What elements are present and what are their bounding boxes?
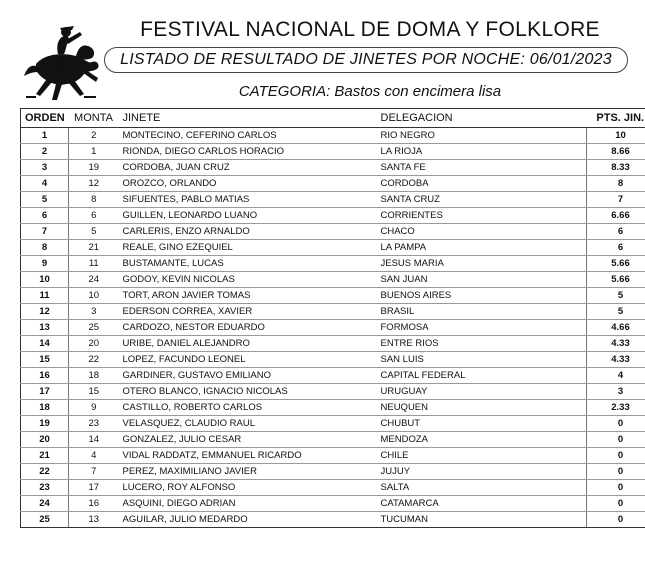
cell-jinete: REALE, GINO EZEQUIEL	[119, 240, 377, 256]
cell-jinete: BUSTAMANTE, LUCAS	[119, 256, 377, 272]
cell-spacer	[559, 272, 587, 288]
cell-pts: 6	[587, 224, 645, 240]
cell-pts: 4.66	[587, 320, 645, 336]
cell-monta: 22	[69, 352, 119, 368]
table-row	[21, 480, 645, 496]
cell-monta: 20	[69, 336, 119, 352]
cell-monta: 21	[69, 240, 119, 256]
table-body	[21, 128, 645, 528]
cell-pts: 3	[587, 384, 645, 400]
table-row	[21, 400, 645, 416]
cell-pts: 8.66	[587, 144, 645, 160]
cell-monta: 13	[69, 512, 119, 528]
cell-jinete: GONZALEZ, JULIO CESAR	[119, 432, 377, 448]
cell-pts: 6	[587, 240, 645, 256]
cell-orden: 5	[21, 192, 69, 208]
cell-spacer	[559, 240, 587, 256]
cell-jinete: OTERO BLANCO, IGNACIO NICOLAS	[119, 384, 377, 400]
cell-orden: 15	[21, 352, 69, 368]
cell-delegacion: JESUS MARIA	[377, 256, 559, 272]
cell-orden: 11	[21, 288, 69, 304]
cell-monta: 9	[69, 400, 119, 416]
cell-spacer	[559, 192, 587, 208]
table-row	[21, 448, 645, 464]
cell-spacer	[559, 176, 587, 192]
column-header-spacer	[559, 109, 587, 128]
cell-jinete: TORT, ARON JAVIER TOMAS	[119, 288, 377, 304]
cell-jinete: GODOY, KEVIN NICOLAS	[119, 272, 377, 288]
cell-pts: 0	[587, 512, 645, 528]
cell-spacer	[559, 336, 587, 352]
cell-spacer	[559, 288, 587, 304]
cell-orden: 16	[21, 368, 69, 384]
cell-jinete: GARDINER, GUSTAVO EMILIANO	[119, 368, 377, 384]
cell-monta: 14	[69, 432, 119, 448]
cell-orden: 21	[21, 448, 69, 464]
cell-monta: 18	[69, 368, 119, 384]
cell-pts: 0	[587, 480, 645, 496]
cell-delegacion: BUENOS AIRES	[377, 288, 559, 304]
cell-spacer	[559, 208, 587, 224]
cell-jinete: CARDOZO, NESTOR EDUARDO	[119, 320, 377, 336]
cell-jinete: CASTILLO, ROBERTO CARLOS	[119, 400, 377, 416]
cell-jinete: RIONDA, DIEGO CARLOS HORACIO	[119, 144, 377, 160]
cell-spacer	[559, 496, 587, 512]
cell-delegacion: SALTA	[377, 480, 559, 496]
table-row	[21, 336, 645, 352]
cell-orden: 9	[21, 256, 69, 272]
cell-delegacion: SANTA CRUZ	[377, 192, 559, 208]
cell-monta: 6	[69, 208, 119, 224]
cell-delegacion: LA PAMPA	[377, 240, 559, 256]
cell-jinete: PEREZ, MAXIMILIANO JAVIER	[119, 464, 377, 480]
table-row	[21, 176, 645, 192]
column-header-delegacion: DELEGACION	[377, 109, 559, 128]
cell-spacer	[559, 512, 587, 528]
cell-delegacion: CHILE	[377, 448, 559, 464]
cell-monta: 23	[69, 416, 119, 432]
cell-orden: 24	[21, 496, 69, 512]
cell-jinete: LUCERO, ROY ALFONSO	[119, 480, 377, 496]
table-row	[21, 288, 645, 304]
cell-orden: 6	[21, 208, 69, 224]
cell-monta: 5	[69, 224, 119, 240]
table-row	[21, 256, 645, 272]
cell-spacer	[559, 432, 587, 448]
table-row	[21, 144, 645, 160]
table-row	[21, 384, 645, 400]
table-row	[21, 416, 645, 432]
column-header-pts: PTS. JIN.	[587, 109, 645, 128]
cell-orden: 25	[21, 512, 69, 528]
cell-jinete: AGUILAR, JULIO MEDARDO	[119, 512, 377, 528]
table-header	[21, 109, 645, 128]
cell-spacer	[559, 304, 587, 320]
column-header-orden: ORDEN	[21, 109, 69, 128]
results-table-wrapper	[20, 108, 645, 528]
cell-spacer	[559, 448, 587, 464]
cell-pts: 0	[587, 432, 645, 448]
subtitle-banner	[104, 47, 628, 73]
cell-delegacion: CATAMARCA	[377, 496, 559, 512]
table-row	[21, 304, 645, 320]
rider-on-bucking-horse-icon	[22, 24, 108, 102]
table-row	[21, 464, 645, 480]
cell-monta: 3	[69, 304, 119, 320]
cell-spacer	[559, 144, 587, 160]
cell-delegacion: SAN LUIS	[377, 352, 559, 368]
cell-orden: 12	[21, 304, 69, 320]
cell-delegacion: CHACO	[377, 224, 559, 240]
cell-pts: 5	[587, 304, 645, 320]
cell-orden: 8	[21, 240, 69, 256]
cell-jinete: URIBE, DANIEL ALEJANDRO	[119, 336, 377, 352]
cell-monta: 15	[69, 384, 119, 400]
table-row	[21, 512, 645, 528]
cell-orden: 20	[21, 432, 69, 448]
table-row	[21, 432, 645, 448]
cell-spacer	[559, 320, 587, 336]
table-row	[21, 496, 645, 512]
table-row	[21, 208, 645, 224]
cell-delegacion: BRASIL	[377, 304, 559, 320]
cell-pts: 4.33	[587, 336, 645, 352]
cell-delegacion: SANTA FE	[377, 160, 559, 176]
cell-pts: 8.33	[587, 160, 645, 176]
cell-orden: 13	[21, 320, 69, 336]
cell-delegacion: JUJUY	[377, 464, 559, 480]
cell-orden: 17	[21, 384, 69, 400]
cell-delegacion: SAN JUAN	[377, 272, 559, 288]
cell-orden: 22	[21, 464, 69, 480]
cell-jinete: EDERSON CORREA, XAVIER	[119, 304, 377, 320]
cell-spacer	[559, 368, 587, 384]
cell-orden: 7	[21, 224, 69, 240]
cell-pts: 6.66	[587, 208, 645, 224]
cell-jinete: LOPEZ, FACUNDO LEONEL	[119, 352, 377, 368]
cell-orden: 1	[21, 128, 69, 144]
subtitle: LISTADO DE RESULTADO DE JINETES POR NOCHE: 06/01/2023	[120, 51, 612, 68]
cell-monta: 2	[69, 128, 119, 144]
cell-monta: 12	[69, 176, 119, 192]
cell-monta: 24	[69, 272, 119, 288]
table-row	[21, 160, 645, 176]
cell-delegacion: RIO NEGRO	[377, 128, 559, 144]
cell-monta: 4	[69, 448, 119, 464]
cell-jinete: VELASQUEZ, CLAUDIO RAUL	[119, 416, 377, 432]
cell-orden: 2	[21, 144, 69, 160]
cell-jinete: CARLERIS, ENZO ARNALDO	[119, 224, 377, 240]
cell-monta: 7	[69, 464, 119, 480]
cell-spacer	[559, 224, 587, 240]
cell-pts: 0	[587, 416, 645, 432]
cell-monta: 25	[69, 320, 119, 336]
cell-delegacion: CORDOBA	[377, 176, 559, 192]
cell-pts: 0	[587, 464, 645, 480]
cell-delegacion: MENDOZA	[377, 432, 559, 448]
cell-delegacion: NEUQUEN	[377, 400, 559, 416]
cell-delegacion: URUGUAY	[377, 384, 559, 400]
table-row	[21, 128, 645, 144]
page-title: FESTIVAL NACIONAL DE DOMA Y FOLKLORE	[140, 18, 600, 41]
cell-orden: 14	[21, 336, 69, 352]
cell-jinete: MONTECINO, CEFERINO CARLOS	[119, 128, 377, 144]
cell-jinete: OROZCO, ORLANDO	[119, 176, 377, 192]
cell-spacer	[559, 400, 587, 416]
cell-jinete: ASQUINI, DIEGO ADRIAN	[119, 496, 377, 512]
table-row	[21, 320, 645, 336]
cell-spacer	[559, 416, 587, 432]
cell-orden: 18	[21, 400, 69, 416]
cell-orden: 3	[21, 160, 69, 176]
cell-spacer	[559, 352, 587, 368]
table-row	[21, 224, 645, 240]
cell-orden: 19	[21, 416, 69, 432]
column-header-jinete: JINETE	[119, 109, 377, 128]
table-row	[21, 352, 645, 368]
cell-delegacion: TUCUMAN	[377, 512, 559, 528]
cell-pts: 5.66	[587, 272, 645, 288]
cell-monta: 19	[69, 160, 119, 176]
cell-jinete: CORDOBA, JUAN CRUZ	[119, 160, 377, 176]
cell-spacer	[559, 464, 587, 480]
results-table	[20, 108, 645, 528]
cell-delegacion: CAPITAL FEDERAL	[377, 368, 559, 384]
cell-pts: 5	[587, 288, 645, 304]
cell-pts: 2.33	[587, 400, 645, 416]
cell-pts: 7	[587, 192, 645, 208]
cell-pts: 0	[587, 496, 645, 512]
cell-spacer	[559, 160, 587, 176]
cell-spacer	[559, 384, 587, 400]
cell-monta: 1	[69, 144, 119, 160]
cell-pts: 8	[587, 176, 645, 192]
cell-delegacion: CHUBUT	[377, 416, 559, 432]
category-label: CATEGORIA: Bastos con encimera lisa	[238, 83, 502, 100]
cell-spacer	[559, 128, 587, 144]
cell-orden: 23	[21, 480, 69, 496]
cell-delegacion: LA RIOJA	[377, 144, 559, 160]
table-row	[21, 192, 645, 208]
cell-pts: 4	[587, 368, 645, 384]
cell-pts: 5.66	[587, 256, 645, 272]
cell-monta: 8	[69, 192, 119, 208]
cell-spacer	[559, 256, 587, 272]
table-row	[21, 272, 645, 288]
cell-delegacion: ENTRE RIOS	[377, 336, 559, 352]
table-row	[21, 368, 645, 384]
cell-pts: 4.33	[587, 352, 645, 368]
cell-monta: 11	[69, 256, 119, 272]
cell-delegacion: CORRIENTES	[377, 208, 559, 224]
cell-orden: 10	[21, 272, 69, 288]
cell-spacer	[559, 480, 587, 496]
table-row	[21, 240, 645, 256]
column-header-monta: MONTA	[69, 109, 119, 128]
cell-pts: 10	[587, 128, 645, 144]
cell-jinete: GUILLEN, LEONARDO LUANO	[119, 208, 377, 224]
cell-jinete: SIFUENTES, PABLO MATIAS	[119, 192, 377, 208]
cell-orden: 4	[21, 176, 69, 192]
cell-delegacion: FORMOSA	[377, 320, 559, 336]
cell-monta: 10	[69, 288, 119, 304]
cell-monta: 17	[69, 480, 119, 496]
cell-jinete: VIDAL RADDATZ, EMMANUEL RICARDO	[119, 448, 377, 464]
cell-monta: 16	[69, 496, 119, 512]
cell-pts: 0	[587, 448, 645, 464]
